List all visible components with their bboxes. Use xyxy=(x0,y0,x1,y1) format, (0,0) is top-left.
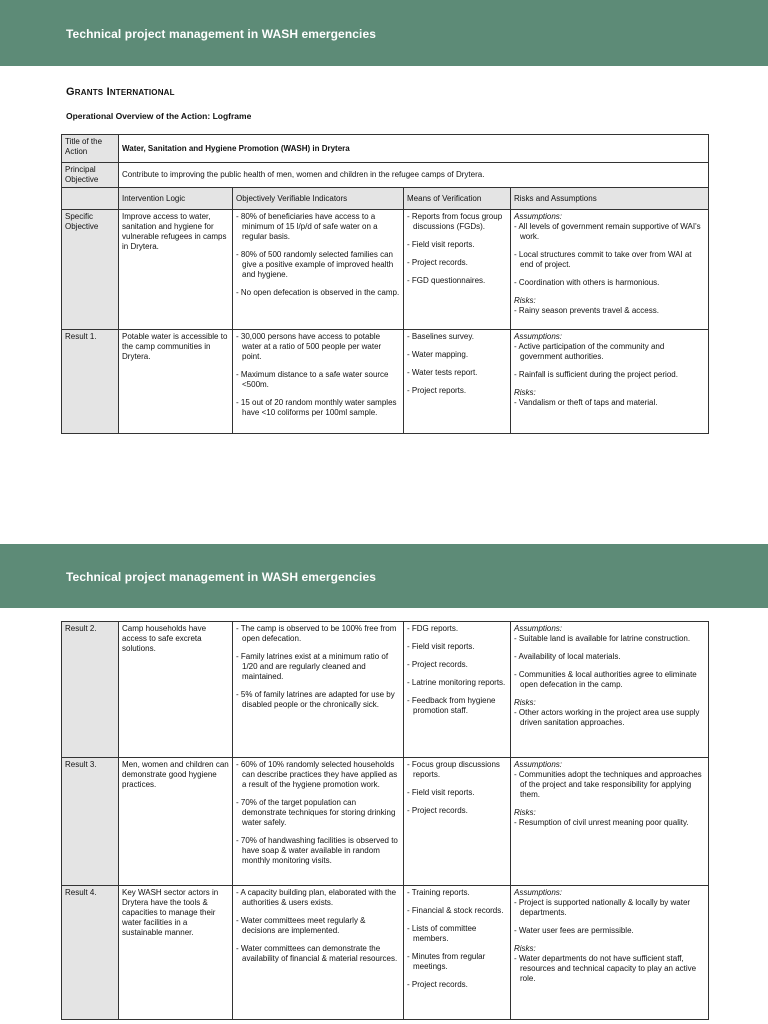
assumption-item: - Rainfall is sufficient during the project period. xyxy=(514,370,678,379)
indicator-item: - 5% of family latrines are adapted for use by disabled people or the chronically sick. xyxy=(236,690,395,709)
indicator-item: - 80% of 500 randomly selected families can give a positive example of improved health and hygiene. xyxy=(236,250,394,279)
column-header: Means of Verification xyxy=(404,188,511,210)
risks-assumptions-cell xyxy=(511,758,709,886)
assumption-item: - Communities & local authorities agree to eliminate open defecation in the camp. xyxy=(514,670,697,689)
means-item: - Field visit reports. xyxy=(407,642,475,651)
intervention-logic-cell: Improve access to water, sanitation and hygiene for vulnerable refugees in camps in Drytera. xyxy=(119,210,233,330)
logframe-table-1 xyxy=(61,134,709,434)
intervention-logic-cell: Potable water is accessible to the camp communities in Drytera. xyxy=(119,330,233,434)
risks-label: Risks: xyxy=(514,808,536,817)
intervention-logic-cell: Men, women and children can demonstrate good hygiene practices. xyxy=(119,758,233,886)
logframe-row xyxy=(62,886,709,1020)
column-header: Risks and Assumptions xyxy=(511,188,709,210)
means-item: - FDG reports. xyxy=(407,624,459,633)
assumption-item: - Communities adopt the techniques and approaches of the project and take responsibility for applying them. xyxy=(514,770,702,799)
indicator-item: - 80% of beneficiaries have access to a minimum of 15 l/p/d of safe water on a regular basis. xyxy=(236,212,378,241)
header-title: Technical project management in WASH emergencies xyxy=(66,27,377,41)
risks-assumptions-cell xyxy=(511,330,709,434)
logframe-table-2 xyxy=(61,621,709,1020)
header-title: Technical project management in WASH emergencies xyxy=(66,570,377,584)
assumption-item: - Local structures commit to take over from WAI at end of project. xyxy=(514,250,692,269)
risk-item: - Rainy season prevents travel & access. xyxy=(514,306,659,315)
means-item: - Minutes from regular meetings. xyxy=(407,952,486,971)
indicator-item: - 15 out of 20 random monthly water samples have <10 coliforms per 100ml sample. xyxy=(236,398,397,417)
means-of-verification-cell xyxy=(404,622,511,758)
logframe-row xyxy=(62,758,709,886)
risks-assumptions-cell xyxy=(511,210,709,330)
indicator-item: - No open defecation is observed in the camp. xyxy=(236,288,400,297)
assumption-item: - Active participation of the community and government authorities. xyxy=(514,342,665,361)
indicator-item: - 30,000 persons have access to potable water at a ratio of 500 people per water point. xyxy=(236,332,382,361)
row-label: Result 1. xyxy=(62,330,119,434)
risk-item: - Resumption of civil unrest meaning poor quality. xyxy=(514,818,689,827)
indicator-item: - 60% of 10% randomly selected households can describe practices they have applied as a result of the hygiene promotion work. xyxy=(236,760,398,789)
indicator-item: - Water committees meet regularly & decisions are implemented. xyxy=(236,916,366,935)
row-label: Result 4. xyxy=(62,886,119,1020)
page-header-banner xyxy=(0,0,768,66)
indicator-item: - A capacity building plan, elaborated with the authorities & users exists. xyxy=(236,888,397,907)
column-header: Intervention Logic xyxy=(119,188,233,210)
indicator-item: - The camp is observed to be 100% free from open defecation. xyxy=(236,624,397,643)
row-label: Result 3. xyxy=(62,758,119,886)
means-item: - Field visit reports. xyxy=(407,240,475,249)
indicators-cell xyxy=(233,758,404,886)
risks-assumptions-cell xyxy=(511,622,709,758)
principal-objective-label: Principal Objective xyxy=(62,163,119,188)
means-item: - Project records. xyxy=(407,258,468,267)
assumption-item: - Coordination with others is harmonious. xyxy=(514,278,660,287)
means-item: - Reports from focus group discussions (FGDs). xyxy=(407,212,503,231)
indicators-cell xyxy=(233,622,404,758)
risk-item: - Vandalism or theft of taps and material. xyxy=(514,398,658,407)
assumptions-label: Assumptions: xyxy=(514,760,563,769)
intervention-logic-cell: Camp households have access to safe excreta solutions. xyxy=(119,622,233,758)
risks-label: Risks: xyxy=(514,698,536,707)
means-item: - Water tests report. xyxy=(407,368,478,377)
row-label: Result 2. xyxy=(62,622,119,758)
indicator-item: - Family latrines exist at a minimum ratio of 1/20 and are regularly cleaned and maintained. xyxy=(236,652,389,681)
means-item: - Baselines survey. xyxy=(407,332,474,341)
indicator-item: - 70% of handwashing facilities is observed to have soap & water available in random monthly monitoring visits. xyxy=(236,836,398,865)
indicators-cell xyxy=(233,210,404,330)
indicators-cell xyxy=(233,886,404,1020)
assumption-item: - Availability of local materials. xyxy=(514,652,621,661)
means-item: - Latrine monitoring reports. xyxy=(407,678,506,687)
logframe-row xyxy=(62,210,709,330)
means-item: - Lists of committee members. xyxy=(407,924,477,943)
assumptions-label: Assumptions: xyxy=(514,212,563,221)
risk-item: - Water departments do not have sufficient staff, resources and technical capacity to play an active role. xyxy=(514,954,697,983)
assumption-item: - Water user fees are permissible. xyxy=(514,926,634,935)
assumption-item: - All levels of government remain supportive of WAI's work. xyxy=(514,222,701,241)
indicator-item: - 70% of the target population can demonstrate techniques for storing drinking water safely. xyxy=(236,798,396,827)
risks-label: Risks: xyxy=(514,944,536,953)
means-item: - Focus group discussions reports. xyxy=(407,760,500,779)
section-subheading: Operational Overview of the Action: Logframe xyxy=(66,111,252,121)
title-value: Water, Sanitation and Hygiene Promotion (WASH) in Drytera xyxy=(119,135,709,163)
title-label: Title of the Action xyxy=(62,135,119,163)
means-of-verification-cell xyxy=(404,886,511,1020)
means-item: - FGD questionnaires. xyxy=(407,276,486,285)
organization-name: Grants International xyxy=(66,86,175,98)
indicator-item: - Water committees can demonstrate the availability of financial & material resources. xyxy=(236,944,398,963)
means-item: - Field visit reports. xyxy=(407,788,475,797)
means-of-verification-cell xyxy=(404,330,511,434)
assumptions-label: Assumptions: xyxy=(514,332,563,341)
means-item: - Training reports. xyxy=(407,888,470,897)
assumptions-label: Assumptions: xyxy=(514,888,563,897)
means-item: - Project reports. xyxy=(407,386,467,395)
header-empty-cell xyxy=(62,188,119,210)
assumption-item: - Project is supported nationally & locally by water departments. xyxy=(514,898,691,917)
risks-assumptions-cell xyxy=(511,886,709,1020)
means-item: - Water mapping. xyxy=(407,350,469,359)
means-item: - Feedback from hygiene promotion staff. xyxy=(407,696,496,715)
assumptions-label: Assumptions: xyxy=(514,624,563,633)
row-label: Specific Objective xyxy=(62,210,119,330)
risks-label: Risks: xyxy=(514,388,536,397)
indicator-item: - Maximum distance to a safe water source <500m. xyxy=(236,370,389,389)
means-of-verification-cell xyxy=(404,758,511,886)
means-item: - Project records. xyxy=(407,660,468,669)
means-item: - Financial & stock records. xyxy=(407,906,504,915)
column-header: Objectively Verifiable Indicators xyxy=(233,188,404,210)
means-item: - Project records. xyxy=(407,806,468,815)
logframe-row xyxy=(62,330,709,434)
principal-objective-value: Contribute to improving the public health of men, women and children in the refugee camps of Drytera. xyxy=(119,163,709,188)
risks-label: Risks: xyxy=(514,296,536,305)
means-of-verification-cell xyxy=(404,210,511,330)
risk-item: - Other actors working in the project area use supply driven sanitation approaches. xyxy=(514,708,700,727)
logframe-row xyxy=(62,622,709,758)
intervention-logic-cell: Key WASH sector actors in Drytera have the tools & capacities to manage their water facilities in a sustainable manner. xyxy=(119,886,233,1020)
means-item: - Project records. xyxy=(407,980,468,989)
indicators-cell xyxy=(233,330,404,434)
page-header-banner xyxy=(0,544,768,608)
assumption-item: - Suitable land is available for latrine construction. xyxy=(514,634,691,643)
